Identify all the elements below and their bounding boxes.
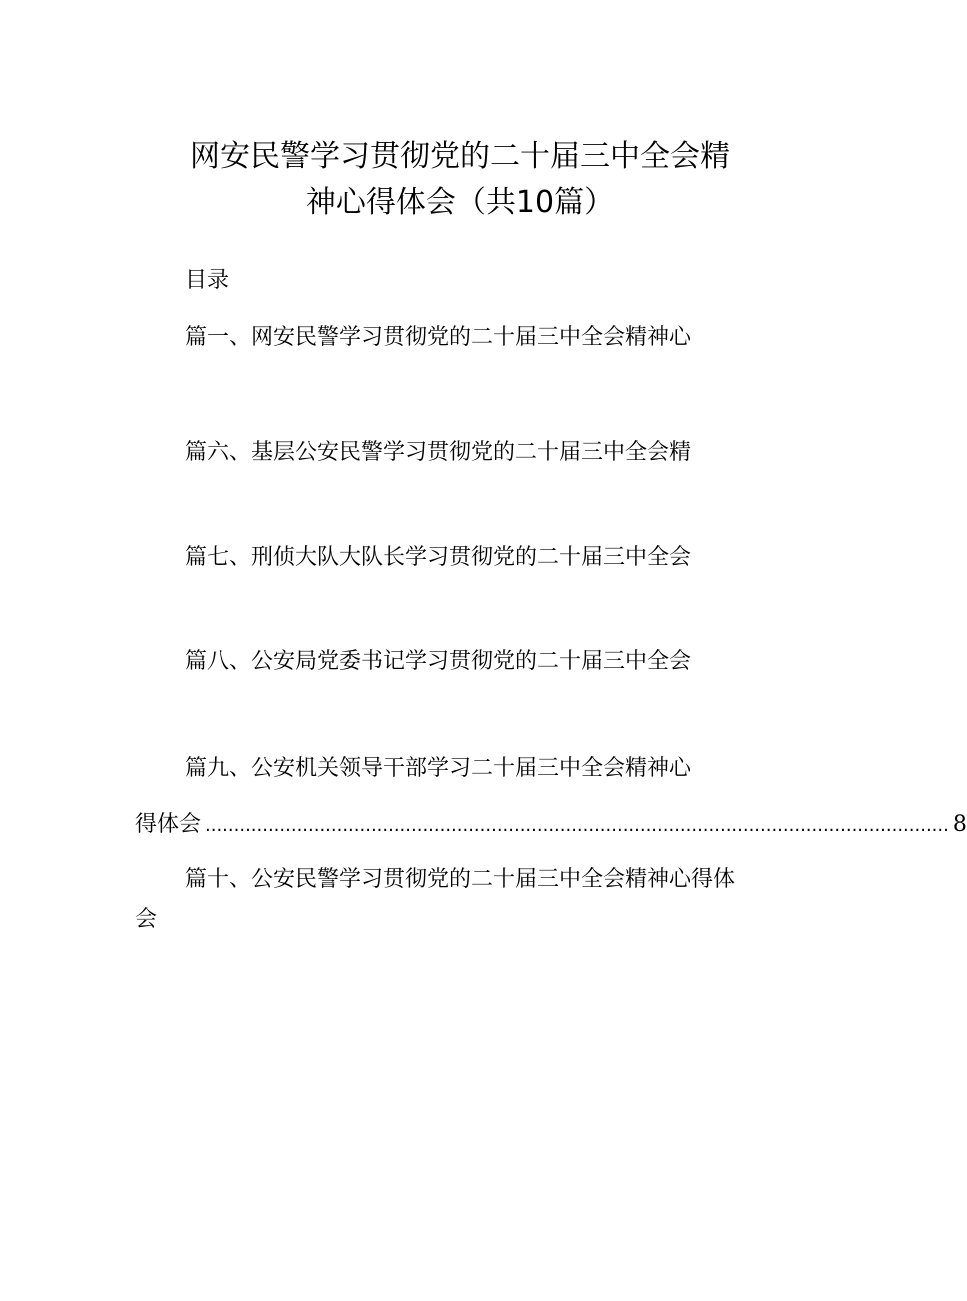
toc-heading: 目录 — [185, 268, 230, 293]
toc-entry-10-line-2[interactable]: 会 — [135, 907, 158, 932]
toc-entry-9[interactable]: 篇九、公安机关领导干部学习二十届三中全会精神心 — [185, 756, 692, 781]
toc-entry-1[interactable]: 篇一、网安民警学习贯彻党的二十届三中全会精神心 — [185, 325, 692, 350]
toc-entry-9-continuation[interactable] — [135, 810, 967, 840]
toc-page-number: 8 — [952, 812, 967, 837]
toc-entry-10[interactable]: 篇十、公安民警学习贯彻党的二十届三中全会精神心得体 — [185, 867, 736, 892]
toc-entry-9-line-2: 得体会 — [135, 812, 202, 837]
toc-dot-leader: .................................................................................................................................. — [205, 815, 949, 836]
toc-entry-7[interactable]: 篇七、刑侦大队大队长学习贯彻党的二十届三中全会 — [185, 545, 692, 570]
toc-entry-8[interactable]: 篇八、公安局党委书记学习贯彻党的二十届三中全会 — [185, 649, 692, 674]
document-title-line-2: 神心得体会（共10篇） — [305, 185, 615, 220]
document-title-line-1: 网安民警学习贯彻党的二十届三中全会精 — [190, 139, 730, 174]
toc-entry-6[interactable]: 篇六、基层公安民警学习贯彻党的二十届三中全会精 — [185, 440, 692, 465]
